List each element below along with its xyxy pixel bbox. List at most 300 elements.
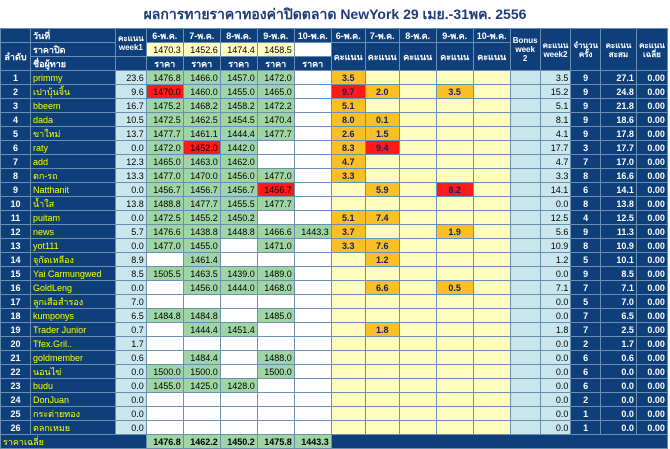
guess-price-1: 1438.8: [183, 225, 220, 239]
rank-cell: 24: [1, 393, 31, 407]
guess-price-4: [294, 337, 331, 351]
rank-cell: 1: [1, 71, 31, 85]
day-score-0: [331, 323, 365, 337]
table-row: [1, 365, 668, 379]
guess-price-3: 1468.0: [257, 281, 294, 295]
day-score-2: [399, 225, 436, 239]
day-score-3: [436, 155, 473, 169]
results-table: [0, 28, 668, 449]
day-score-3: [436, 141, 473, 155]
rank-cell: 5: [1, 127, 31, 141]
day-score-0: 8.0: [331, 113, 365, 127]
day-score-4: [473, 71, 510, 85]
guess-price-2: 1451.4: [220, 323, 257, 337]
total-score: 21.8: [600, 99, 636, 113]
day-score-2: [399, 127, 436, 141]
rank-cell: 7: [1, 155, 31, 169]
guess-price-2: 1455.0: [220, 85, 257, 99]
total-score: 0.0: [600, 365, 636, 379]
day-score-1: [365, 197, 399, 211]
total-score: 0.0: [600, 393, 636, 407]
guess-price-4: [294, 253, 331, 267]
day-score-3: [436, 127, 473, 141]
day-score-1: [365, 99, 399, 113]
bonus-week2: [510, 337, 540, 351]
table-row: [1, 253, 668, 267]
play-count: 3: [571, 141, 601, 155]
day-score-3: 3.5: [436, 85, 473, 99]
table-row: [1, 141, 668, 155]
table-row: [1, 337, 668, 351]
guess-price-0: 1484.8: [146, 309, 183, 323]
guess-price-0: 1476.6: [146, 225, 183, 239]
guess-price-0: [146, 351, 183, 365]
score-header-2: คะแนน: [399, 43, 436, 71]
table-row: [1, 99, 668, 113]
player-name: จุกัดเหลือง: [31, 253, 116, 267]
week2-score: 0.0: [540, 393, 571, 407]
guess-price-3: [257, 211, 294, 225]
player-name: dada: [31, 113, 116, 127]
play-count: 8: [571, 169, 601, 183]
day-score-4: [473, 337, 510, 351]
guess-price-3: [257, 393, 294, 407]
day-score-1: [365, 267, 399, 281]
day-score-1: [365, 421, 399, 435]
average-price-3: 1475.8: [257, 435, 294, 449]
day-score-4: [473, 323, 510, 337]
day-score-2: [399, 393, 436, 407]
week2-score: 3.3: [540, 169, 571, 183]
guess-price-4: [294, 323, 331, 337]
guess-price-3: 1500.0: [257, 365, 294, 379]
bonus-week2: [510, 85, 540, 99]
date-header-1: 7-พ.ค.: [183, 29, 220, 43]
guess-price-3: [257, 379, 294, 393]
price-header-3: ราคา: [257, 57, 294, 71]
day-score-1: [365, 337, 399, 351]
rank-cell: 16: [1, 281, 31, 295]
day-score-3: [436, 323, 473, 337]
guess-price-3: [257, 337, 294, 351]
week2-score: 12.5: [540, 211, 571, 225]
day-score-2: [399, 183, 436, 197]
guess-price-3: 1477.7: [257, 197, 294, 211]
total-score: 6.5: [600, 309, 636, 323]
player-name: ขาใหม่: [31, 127, 116, 141]
guess-price-0: [146, 281, 183, 295]
play-count: 7: [571, 323, 601, 337]
average-price-1: 1462.2: [183, 435, 220, 449]
total-score: 24.8: [600, 85, 636, 99]
day-score-4: [473, 281, 510, 295]
day-score-2: [399, 169, 436, 183]
week1-score: 0.0: [116, 421, 147, 435]
week1-score: 1.7: [116, 337, 147, 351]
player-name: goldmember: [31, 351, 116, 365]
guess-price-0: 1500.0: [146, 365, 183, 379]
header-row-dates: [1, 29, 668, 43]
day-score-4: [473, 113, 510, 127]
average-score: 0.00: [636, 183, 667, 197]
day-score-3: [436, 351, 473, 365]
rank-cell: 17: [1, 295, 31, 309]
day-score-0: 4.7: [331, 155, 365, 169]
average-score: 0.00: [636, 421, 667, 435]
week1-spacer: [116, 57, 147, 71]
day-score-1: [365, 309, 399, 323]
play-count: 8: [571, 239, 601, 253]
play-count: 1: [571, 407, 601, 421]
play-count: 7: [571, 155, 601, 169]
day-score-0: [331, 309, 365, 323]
bonus-week2: [510, 225, 540, 239]
guess-price-2: 1458.2: [220, 99, 257, 113]
guess-price-2: 1456.0: [220, 169, 257, 183]
guess-price-1: [183, 407, 220, 421]
table-row: [1, 295, 668, 309]
guess-price-3: 1477.7: [257, 127, 294, 141]
week1-score: 0.0: [116, 141, 147, 155]
rank-cell: 6: [1, 141, 31, 155]
day-score-2: [399, 337, 436, 351]
guess-price-1: 1444.4: [183, 323, 220, 337]
day-score-3: [436, 99, 473, 113]
guess-price-3: 1470.4: [257, 113, 294, 127]
guess-price-0: [146, 421, 183, 435]
bonus-week2-header: Bonus week 2: [510, 29, 540, 71]
player-name: นอนไข่: [31, 365, 116, 379]
day-score-1: [365, 155, 399, 169]
guess-price-0: [146, 337, 183, 351]
day-score-0: 3.3: [331, 169, 365, 183]
play-count: 8: [571, 197, 601, 211]
rank-cell: 26: [1, 421, 31, 435]
day-score-3: [436, 197, 473, 211]
total-score: 17.0: [600, 155, 636, 169]
guess-price-4: [294, 211, 331, 225]
average-score: 0.00: [636, 253, 667, 267]
guess-price-0: 1456.7: [146, 183, 183, 197]
guess-price-0: 1470.0: [146, 85, 183, 99]
average-score: 0.00: [636, 295, 667, 309]
guess-price-2: 1444.0: [220, 281, 257, 295]
day-score-2: [399, 197, 436, 211]
day-score-1: 0.1: [365, 113, 399, 127]
table-row: [1, 211, 668, 225]
close-price-2: 1474.4: [220, 43, 257, 57]
guess-price-2: [220, 365, 257, 379]
average-score: 0.00: [636, 197, 667, 211]
player-name: กระต่ายทอง: [31, 407, 116, 421]
score-date-header-2: 8-พ.ค.: [399, 29, 436, 43]
week2-score: 8.1: [540, 113, 571, 127]
close-price-3: 1458.5: [257, 43, 294, 57]
score-date-header-4: 10-พ.ค.: [473, 29, 510, 43]
week1-score: 0.0: [116, 365, 147, 379]
bonus-week2: [510, 351, 540, 365]
player-name: ตก-รถ: [31, 169, 116, 183]
guess-price-4: [294, 113, 331, 127]
day-label: วันที่: [31, 29, 116, 43]
guess-price-1: 1460.0: [183, 85, 220, 99]
total-score: 12.5: [600, 211, 636, 225]
page-title: ผลการทายราคาทองค่าปิดตลาด NewYork 29 เมย.-31พค. 2556: [0, 0, 670, 28]
total-score: 18.6: [600, 113, 636, 127]
day-score-4: [473, 197, 510, 211]
day-score-2: [399, 155, 436, 169]
bonus-week2: [510, 99, 540, 113]
rank-cell: 25: [1, 407, 31, 421]
table-row: [1, 421, 668, 435]
day-score-3: [436, 421, 473, 435]
table-row: [1, 85, 668, 99]
day-score-3: [436, 267, 473, 281]
total-score: 7.1: [600, 281, 636, 295]
bonus-week2: [510, 253, 540, 267]
score-header-4: คะแนน: [473, 43, 510, 71]
day-score-0: 8.3: [331, 141, 365, 155]
date-header-4: 10-พ.ค.: [294, 29, 331, 43]
average-row-filler: [331, 435, 667, 449]
player-name: Natthanit: [31, 183, 116, 197]
day-score-0: [331, 351, 365, 365]
day-score-0: [331, 365, 365, 379]
day-score-0: 3.5: [331, 71, 365, 85]
rank-cell: 14: [1, 253, 31, 267]
guess-price-1: 1463.5: [183, 267, 220, 281]
day-score-1: [365, 71, 399, 85]
guess-price-0: [146, 407, 183, 421]
day-score-4: [473, 407, 510, 421]
guess-price-1: 1452.0: [183, 141, 220, 155]
guess-price-2: [220, 337, 257, 351]
bonus-week2: [510, 169, 540, 183]
day-score-2: [399, 421, 436, 435]
table-row: [1, 323, 668, 337]
day-score-4: [473, 365, 510, 379]
play-count: 2: [571, 337, 601, 351]
player-name: Tfex.Gril..: [31, 337, 116, 351]
guess-price-1: 1461.4: [183, 253, 220, 267]
guess-price-4: [294, 281, 331, 295]
rank-cell: 21: [1, 351, 31, 365]
guess-price-4: [294, 127, 331, 141]
bonus-week2: [510, 365, 540, 379]
day-score-2: [399, 365, 436, 379]
day-score-1: 1.5: [365, 127, 399, 141]
day-score-0: [331, 295, 365, 309]
total-score: 0.0: [600, 421, 636, 435]
guess-price-2: 1450.2: [220, 211, 257, 225]
score-week2-header: คะแนน week2: [540, 29, 571, 71]
guess-price-4: [294, 365, 331, 379]
day-score-2: [399, 323, 436, 337]
player-name: primmy: [31, 71, 116, 85]
guess-price-3: 1489.0: [257, 267, 294, 281]
guess-price-1: 1463.0: [183, 155, 220, 169]
week1-score: 0.7: [116, 323, 147, 337]
guess-price-4: [294, 351, 331, 365]
date-header-2: 8-พ.ค.: [220, 29, 257, 43]
rank-header: ลำดับ: [1, 43, 31, 71]
rank-cell: 8: [1, 169, 31, 183]
bonus-week2: [510, 127, 540, 141]
play-count: 7: [571, 309, 601, 323]
guess-price-2: 1455.5: [220, 197, 257, 211]
day-score-3: [436, 337, 473, 351]
day-score-4: [473, 421, 510, 435]
week2-score: 14.1: [540, 183, 571, 197]
table-row: [1, 309, 668, 323]
week2-score: 10.9: [540, 239, 571, 253]
guess-price-4: [294, 197, 331, 211]
day-score-2: [399, 267, 436, 281]
day-score-2: [399, 379, 436, 393]
day-score-2: [399, 85, 436, 99]
rank-header-top: [1, 29, 31, 43]
day-score-0: [331, 183, 365, 197]
guess-price-0: 1472.0: [146, 141, 183, 155]
day-score-3: [436, 253, 473, 267]
guess-price-1: 1468.2: [183, 99, 220, 113]
table-row: [1, 407, 668, 421]
guess-price-0: [146, 323, 183, 337]
day-score-0: 2.6: [331, 127, 365, 141]
guess-price-1: 1425.0: [183, 379, 220, 393]
day-score-1: 1.8: [365, 323, 399, 337]
player-name: bbeem: [31, 99, 116, 113]
week2-score: 17.7: [540, 141, 571, 155]
day-score-3: [436, 365, 473, 379]
guess-price-0: 1477.0: [146, 239, 183, 253]
day-score-0: [331, 421, 365, 435]
day-score-3: 0.5: [436, 281, 473, 295]
rank-cell: 19: [1, 323, 31, 337]
week1-score: 0.6: [116, 351, 147, 365]
guess-price-0: 1455.0: [146, 379, 183, 393]
day-score-3: [436, 71, 473, 85]
player-name: yot111: [31, 239, 116, 253]
day-score-1: 7.4: [365, 211, 399, 225]
guess-price-3: [257, 141, 294, 155]
table-row: [1, 71, 668, 85]
bonus-week2: [510, 407, 540, 421]
guess-price-4: [294, 379, 331, 393]
day-score-4: [473, 253, 510, 267]
day-score-4: [473, 85, 510, 99]
day-score-4: [473, 295, 510, 309]
guess-price-3: 1472.0: [257, 71, 294, 85]
guess-price-1: 1456.7: [183, 183, 220, 197]
table-row: [1, 267, 668, 281]
average-score: 0.00: [636, 141, 667, 155]
play-count: 6: [571, 351, 601, 365]
week2-score: 5.1: [540, 99, 571, 113]
week1-score: 0.0: [116, 407, 147, 421]
day-score-4: [473, 309, 510, 323]
guess-price-0: [146, 393, 183, 407]
average-score: 0.00: [636, 71, 667, 85]
day-score-4: [473, 141, 510, 155]
total-score: 13.8: [600, 197, 636, 211]
guess-price-2: 1456.7: [220, 183, 257, 197]
guess-price-4: [294, 71, 331, 85]
guess-price-3: [257, 295, 294, 309]
day-score-4: [473, 127, 510, 141]
average-row-label: ราคาเฉลี่ย: [1, 435, 147, 449]
guess-price-4: [294, 169, 331, 183]
guess-price-3: 1485.0: [257, 309, 294, 323]
day-score-1: [365, 169, 399, 183]
day-score-1: [365, 393, 399, 407]
bonus-week2: [510, 155, 540, 169]
total-score: 11.3: [600, 225, 636, 239]
week2-score: 0.0: [540, 295, 571, 309]
player-name: Yai Carmungwed: [31, 267, 116, 281]
guess-price-1: 1455.0: [183, 239, 220, 253]
average-score: 0.00: [636, 127, 667, 141]
guess-price-1: 1466.0: [183, 71, 220, 85]
table-row: [1, 393, 668, 407]
play-count: 2: [571, 393, 601, 407]
day-score-1: [365, 351, 399, 365]
rank-cell: 4: [1, 113, 31, 127]
week1-score: 0.0: [116, 211, 147, 225]
guess-price-0: 1488.8: [146, 197, 183, 211]
player-name: ตลกเหมย: [31, 421, 116, 435]
table-row: [1, 379, 668, 393]
day-score-1: [365, 379, 399, 393]
guess-price-2: [220, 295, 257, 309]
guess-price-1: [183, 421, 220, 435]
day-score-1: [365, 295, 399, 309]
bonus-week2: [510, 323, 540, 337]
guess-price-2: 1428.0: [220, 379, 257, 393]
player-name: raty: [31, 141, 116, 155]
score-date-header-0: 6-พ.ค.: [331, 29, 365, 43]
play-count: 5: [571, 253, 601, 267]
guess-price-4: [294, 393, 331, 407]
guess-price-2: [220, 351, 257, 365]
guess-price-1: 1500.0: [183, 365, 220, 379]
bonus-week2: [510, 379, 540, 393]
guess-price-3: [257, 421, 294, 435]
player-name: news: [31, 225, 116, 239]
week1-score: 10.5: [116, 113, 147, 127]
week1-score: 16.7: [116, 99, 147, 113]
bonus-week2: [510, 295, 540, 309]
guess-price-1: 1477.7: [183, 197, 220, 211]
day-score-2: [399, 99, 436, 113]
total-score: 1.7: [600, 337, 636, 351]
average-score: 0.00: [636, 365, 667, 379]
play-count: 9: [571, 85, 601, 99]
guess-price-0: 1472.5: [146, 113, 183, 127]
guess-price-1: 1484.8: [183, 309, 220, 323]
play-count: 9: [571, 127, 601, 141]
day-score-0: [331, 281, 365, 295]
day-score-1: [365, 225, 399, 239]
player-name: add: [31, 155, 116, 169]
guess-price-1: 1470.0: [183, 169, 220, 183]
table-row: [1, 155, 668, 169]
day-score-0: [331, 379, 365, 393]
day-score-4: [473, 211, 510, 225]
rank-cell: 2: [1, 85, 31, 99]
guess-price-1: [183, 393, 220, 407]
guess-price-4: [294, 309, 331, 323]
